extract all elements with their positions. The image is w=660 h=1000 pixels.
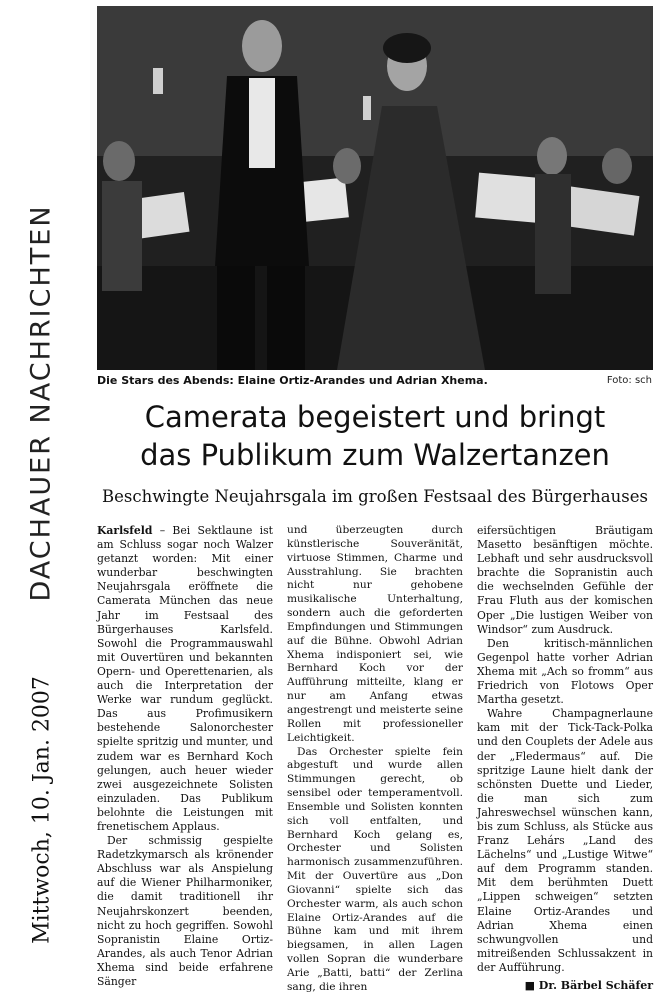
article-paragraph: Den kritisch-männlichen Gegenpol hatte vorher Adrian Xhema mit „Ach so fromm“ aus Friedrich von Flotows Oper Martha gesetzt. [477,636,653,707]
issue-date-text: Mittwoch, 10. Jan. 2007 [29,676,55,944]
article-text: – Bei Sektlaune ist am Schluss sogar noch Walzer getanzt worden: Mit einer wunderbar beschwingten Neujahrsgala eröffnete die Camerata München das neue Jahr im Festsaal des Bürgerhauses Karlsfeld. Sowohl die Programmauswahl mit Ouvertüren und bekannten Opern- und Operettenarien, als auch die Interpretation der Werke war rundum geglückt. Das aus Profimusikern bestehende Salonorchester spielte spritzig und munter, und zudem war es Bernhard Koch gelungen, auch heuer wieder zwei ausgezeichnete Solisten einzuladen. Das Publikum belohnte die Leistungen mit frenetischem Applaus. [97,524,273,833]
article-paragraph: Der schmissig gespielte Radetzkymarsch als krönender Abschluss war als Anspielung auf die Wiener Philharmoniker, die damit traditionell ihr Neujahrskonzert beenden, nicht zu hoch gegriffen. Sowohl Sopranistin Elaine Ortiz-Arandes, als auch Tenor Adrian Xhema sind beide erfahrene Sänger [97,834,273,988]
article-paragraph: und überzeugten durch künstlerische Souveränität, virtuose Stimmen, Charme und Ausstrahlung. Sie brachten nicht nur gehobene musikalische Unterhaltung, sondern auch die geforderten Empfindungen und Stimmungen auf die Bühne. Obwohl Adrian Xhema indisponiert sei, wie Bernhard Koch vor der Aufführung mitteilte, klang er nur am Anfang etwas angestrengt und meisterte seine Rollen mit professioneller Leichtigkeit. [287,524,463,744]
headline-line-1: Camerata begeistert und bringt [144,400,606,434]
article-paragraph: Das Orchester spielte fein abgestuft und wurde allen Stimmungen gerecht, ob sensibel oder temperamentvoll. Ensemble und Solisten konnten sich voll entfalten, und Bernhard Koch gelang es, Orchester und Solisten harmonisch zusammenzuführen. Mit der Ouvertüre aus „Don Giovanni“ spielte sich das Orchester warm, als auch schon Elaine Ortiz-Arandes auf die Bühne kam und mit ihrem biegsamen, in allen Lagen vollen Sopran die wunderbare Arie „Batti, batti“ der Zerlina sang, die ihren [287,745,463,993]
article-column-1 [97,524,273,989]
concert-photo [97,6,653,370]
headline [97,398,653,474]
article-column-3 [477,524,653,993]
photo-caption: Die Stars des Abends: Elaine Ortiz-Arandes und Adrian Xhema. [97,374,488,387]
headline-line-2: das Publikum zum Walzertanzen [140,438,610,472]
masthead-text: DACHAUER NACHRICHTEN [25,204,57,602]
article-dateline: Karlsfeld [97,524,153,537]
concert-photo-illustration [97,6,653,370]
article-paragraph [97,524,273,834]
article-author: ■ Dr. Bärbel Schäfer [524,979,653,992]
article-paragraph: Wahre Champagnerlaune kam mit der Tick-Tack-Polka und den Couplets der Adele aus der „Fledermaus“ auf. Die spritzige Laune hielt dank der schönsten Duette und Lieder, die man sich zum Jahreswechsel wünschen kann, bis zum Schluss, als Stücke aus Franz Lehárs „Land des Lächelns“ und „Lustige Witwe“ auf dem Programm standen. Mit dem berühmten Duett „Lippen schweigen“ setzten Elaine Ortiz-Arandes und Adrian Xhema einen schwungvollen und mitreißenden Schlussakzent in der Aufführung. [477,707,653,974]
article-column-2 [287,524,463,995]
photo-credit: Foto: sch [606,375,652,386]
article-paragraph: eifersüchtigen Bräutigam Masetto besänftigen möchte. Lebhaft und sehr ausdrucksvoll brachte die Sopranistin auch die wechselnden Gefühle der Frau Fluth aus der komischen Oper „Die lustigen Weiber von Windsor“ zum Ausdruck. [477,524,653,636]
issue-date [26,645,58,975]
subheadline: Beschwingte Neujahrsgala im großen Festsaal des Bürgerhauses [102,487,648,506]
newspaper-masthead [24,168,58,638]
